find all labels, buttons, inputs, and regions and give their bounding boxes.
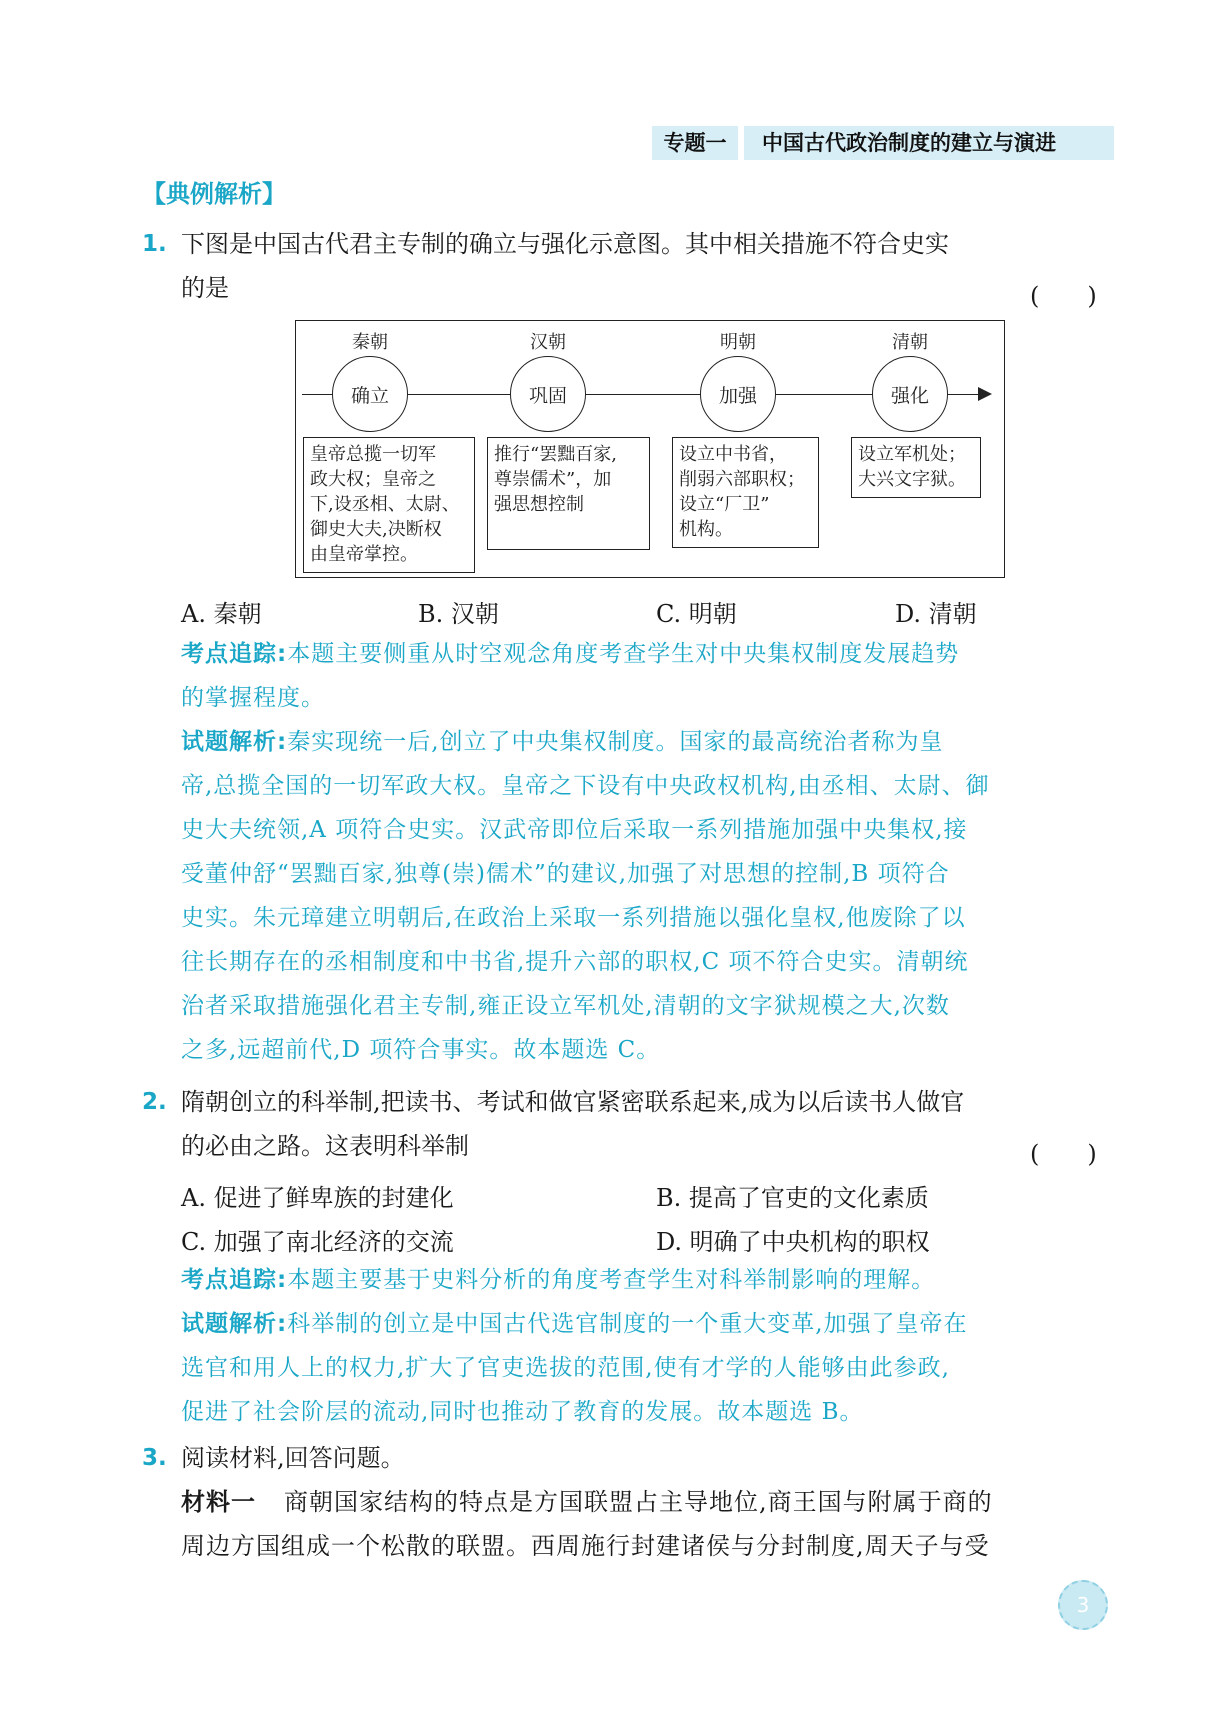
q2-option-c: C. 加强了南北经济的交流 [181,1228,454,1256]
q1-kaodian-text1: 本题主要侧重从时空观念角度考查学生对中央集权制度发展趋势 [287,641,960,667]
q2-option-d: D. 明确了中央机构的职权 [656,1228,930,1256]
q2-kaodian-label: 考点追踪: [181,1267,288,1293]
q1-jiexi-line4: 受董仲舒“罢黜百家,独尊(崇)儒术”的建议,加强了对思想的控制,B 项符合 [181,861,950,887]
q2-jiexi-line1 [181,1302,968,1347]
section-title: 【典例解析】 [142,180,286,208]
q1-option-a: A. 秦朝 [181,600,262,628]
q3-stem-line1: 阅读材料,回答问题。 [181,1444,405,1472]
q3-material-label: 材料一 [181,1488,256,1516]
q1-answer-blank: ( ) [1030,282,1097,310]
q2-option-a: A. 促进了鲜卑族的封建化 [181,1184,454,1212]
q1-jiexi-text1: 秦实现统一后,创立了中央集权制度。国家的最高统治者称为皇 [287,729,944,755]
q2-kaodian-line1 [181,1258,935,1303]
header-title-text: 中国古代政治制度的建立与演进 [762,131,1056,155]
q1-kaodian-line2: 的掌握程度。 [181,685,325,711]
header-topic-text: 专题一 [663,131,727,155]
q1-jiexi-line2: 帝,总揽全国的一切军政大权。皇帝之下设有中央政权机构,由丞相、太尉、御 [181,773,990,799]
q3-material-text1: 商朝国家结构的特点是方国联盟占主导地位,商王国与附属于商的 [284,1488,993,1516]
q1-option-b: B. 汉朝 [418,600,499,628]
diagram-dynasty-han: 汉朝 [530,332,566,353]
diagram-dynasty-ming: 明朝 [720,332,756,353]
q2-jiexi-label: 试题解析: [181,1311,288,1337]
q1-kaodian-label: 考点追踪: [181,641,288,667]
q2-option-b: B. 提高了官吏的文化素质 [656,1184,929,1212]
q2-number: 2. [142,1089,167,1115]
q2-stem-line2: 的必由之路。这表明科举制 [181,1132,469,1160]
q1-stem-line2: 的是 [181,274,229,302]
diagram-stage-establish: 确立 [332,356,408,432]
diagram-box-qing: 设立军机处； 大兴文字狱。 [851,437,981,498]
diagram-stage-intensify: 强化 [872,356,948,432]
q2-jiexi-line3: 促进了社会阶层的流动,同时也推动了教育的发展。故本题选 B。 [181,1399,864,1425]
diagram-box-qin: 皇帝总揽一切军 政大权；皇帝之 下,设丞相、太尉、 御史大夫,决断权 由皇帝掌控。 [303,437,475,573]
q2-jiexi-text1: 科举制的创立是中国古代选官制度的一个重大变革,加强了皇帝在 [287,1311,968,1337]
q1-jiexi-line1 [181,720,944,765]
q1-kaodian-line1 [181,632,959,677]
header-topic [652,126,738,160]
diagram-box-ming: 设立中书省， 削弱六部职权； 设立“厂卫” 机构。 [672,437,819,548]
page-number: 3 [1076,1593,1090,1617]
q2-answer-blank: ( ) [1030,1140,1097,1168]
q2-jiexi-line2: 选官和用人上的权力,扩大了官吏选拔的范围,使有才学的人能够由此参政, [181,1355,950,1381]
q1-stem-line1: 下图是中国古代君主专制的确立与强化示意图。其中相关措施不符合史实 [181,230,949,258]
header-title [744,126,1114,160]
diagram-stage-strengthen: 加强 [700,356,776,432]
q2-kaodian-text1: 本题主要基于史料分析的角度考查学生对科举制影响的理解。 [287,1267,936,1293]
diagram-arrow-icon [978,387,992,401]
q1-jiexi-line6: 往长期存在的丞相制度和中书省,提升六部的职权,C 项不符合史实。清朝统 [181,949,969,975]
q3-number: 3. [142,1445,167,1471]
q1-jiexi-line8: 之多,远超前代,D 项符合事实。故本题选 C。 [181,1037,661,1063]
diagram-stage-consolidate: 巩固 [510,356,586,432]
q1-option-c: C. 明朝 [656,600,737,628]
diagram-dynasty-qing: 清朝 [892,332,928,353]
diagram-dynasty-qin: 秦朝 [352,332,388,353]
q1-jiexi-line3: 史大夫统领,A 项符合史实。汉武帝即位后采取一系列措施加强中央集权,接 [181,817,968,843]
q3-material-line1 [181,1480,993,1524]
diagram-box-han: 推行“罢黜百家, 尊崇儒术”，加 强思想控制 [487,437,650,550]
q1-number: 1. [142,231,167,257]
q2-stem-line1: 隋朝创立的科举制,把读书、考试和做官紧密联系起来,成为以后读书人做官 [181,1088,965,1116]
q1-jiexi-label: 试题解析: [181,729,288,755]
q1-jiexi-line5: 史实。朱元璋建立明朝后,在政治上采取一系列措施以强化皇权,他废除了以 [181,905,966,931]
q1-option-d: D. 清朝 [895,600,977,628]
q1-jiexi-line7: 治者采取措施强化君主专制,雍正设立军机处,清朝的文字狱规模之大,次数 [181,993,950,1019]
page-number-badge [1058,1580,1108,1630]
q3-material-line2: 周边方国组成一个松散的联盟。西周施行封建诸侯与分封制度,周天子与受 [181,1532,990,1560]
